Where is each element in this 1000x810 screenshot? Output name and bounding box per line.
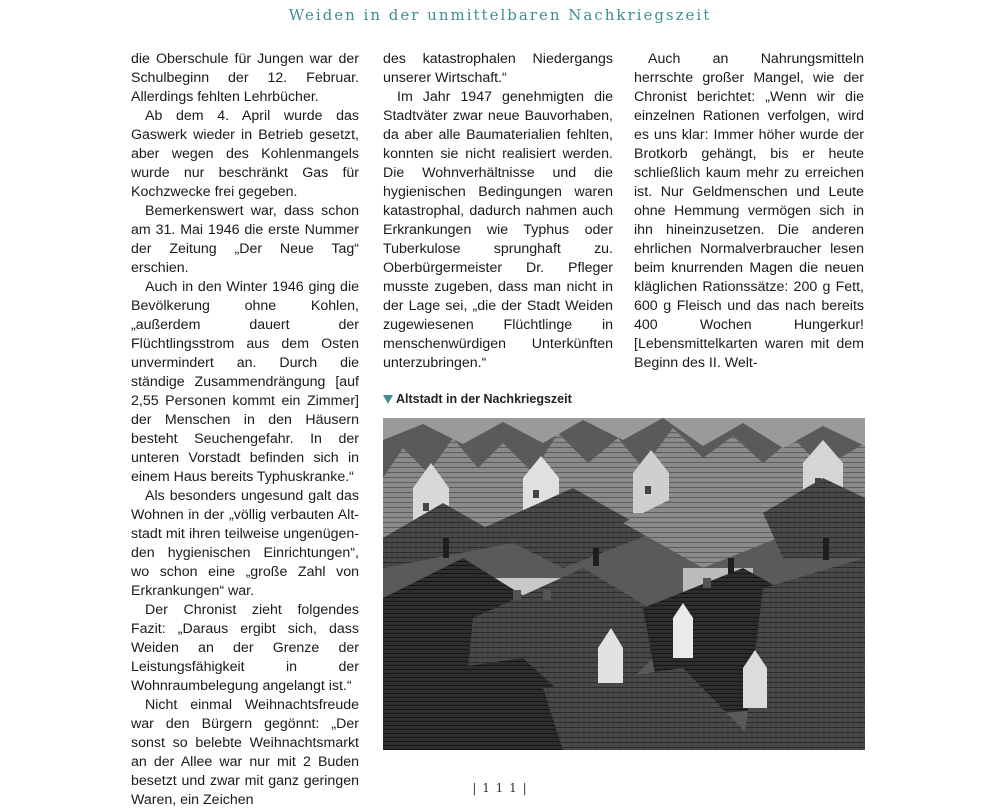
paragraph: Im Jahr 1947 genehmigten die Stadtväter zwar neue Bauvorhaben, da aber alle Baumaterialien fehlten, konnten sie nicht realisiert werden. Die Wohnverhältnisse und die hygienischen Bedingungen waren katastrophal, dadurch nahmen auch Erkrankungen wie Typhus oder Tuberkulose sprunghaft zu. Oberbürgermeister Dr. Pfleger musste zugeben, dass man nicht in der Lage sei, „die der Stadt Weiden zugewiesenen Flüchtlinge in menschenwürdigen Unterkünften unterzubringen.“ bbox=[383, 89, 613, 371]
rooftops-photo-image bbox=[383, 418, 865, 750]
triangle-marker-icon bbox=[383, 395, 393, 404]
paragraph: Bemerkenswert war, dass schon am 31. Mai 1946 die erste Nummer der Zeitung „Der Neue Tag“ erschien. bbox=[131, 203, 359, 276]
page-number: | 1 1 1 | bbox=[472, 781, 528, 795]
paragraph: Der Chronist zieht folgendes Fazit: „Daraus ergibt sich, dass Weiden an der Grenze der Leistungsfähigkeit in der Wohnraumbelegung angelangt ist.“ bbox=[131, 602, 359, 694]
text-column-3 bbox=[634, 50, 864, 373]
paragraph: Als besonders ungesund galt das Wohnen in der „völlig verbauten Altstadt mit ihren teilweise ungenügenden hygienischen Einrichtungen“, wo schon eine „große Zahl von Erkrankungen“ war. bbox=[131, 488, 359, 599]
paragraph: Auch an Nahrungsmitteln herrschte großer Mangel, wie der Chronist berichtet: „Wenn wir die einzelnen Rationen verfolgen, wird es uns klar: Immer höher wurde der Brotkorb gehängt, bis er heute schließlich kaum mehr zu erreichen ist. Nur Geldmenschen und Leute ohne Hemmung vermögen sich in ihn hineinzusetzen. Die anderen ehrlichen Normalverbraucher lesen beim knurrenden Magen die neuen kläglichen Rationssätze: 200 g Fett, 600 g Fleisch und das nach bereits 400 Wochen Hungerkur! [Lebensmittelkarten waren mit dem Beginn des II. Welt- bbox=[634, 51, 864, 371]
paragraph: Nicht einmal Weihnachtsfreude war den Bürgern gegönnt: „Der sonst so belebte Weihnachtsmarkt an der Allee war nur mit 2 Buden besetzt und zwar mit ganz geringen Waren, ein Zeichen bbox=[131, 697, 359, 808]
running-title: Weiden in der unmittelbaren Nachkriegszeit bbox=[288, 6, 712, 24]
paragraph: des katastrophalen Niedergangs unserer Wirtschaft.“ bbox=[383, 51, 613, 86]
text-column-2 bbox=[383, 50, 613, 373]
paragraph: Auch in den Winter 1946 ging die Bevölkerung ohne Kohlen, „außerdem dauert der Flüchtlingsstrom aus dem Osten unvermindert an. Durch die ständige Zusammendrängung [auf 2,55 Personen kommt ein Zimmer] der Menschen in den Häusern besteht Seuchengefahr. In der unteren Vorstadt befinden sich in einem Haus bereits Typhuskranke.“ bbox=[131, 279, 359, 485]
paragraph: Ab dem 4. April wurde das Gaswerk wieder in Betrieb gesetzt, aber wegen des Kohlenmangels wurde nur beschränkt Gas für Kochzwecke frei gegeben. bbox=[131, 108, 359, 200]
paragraph: die Oberschule für Jungen war der Schulbeginn der 12. Februar. Allerdings fehlten Lehrbücher. bbox=[131, 51, 359, 105]
figure-caption-text: Altstadt in der Nachkriegszeit bbox=[396, 392, 572, 406]
text-column-1 bbox=[131, 50, 359, 810]
altstadt-photo bbox=[383, 418, 865, 750]
figure-caption bbox=[383, 392, 572, 406]
